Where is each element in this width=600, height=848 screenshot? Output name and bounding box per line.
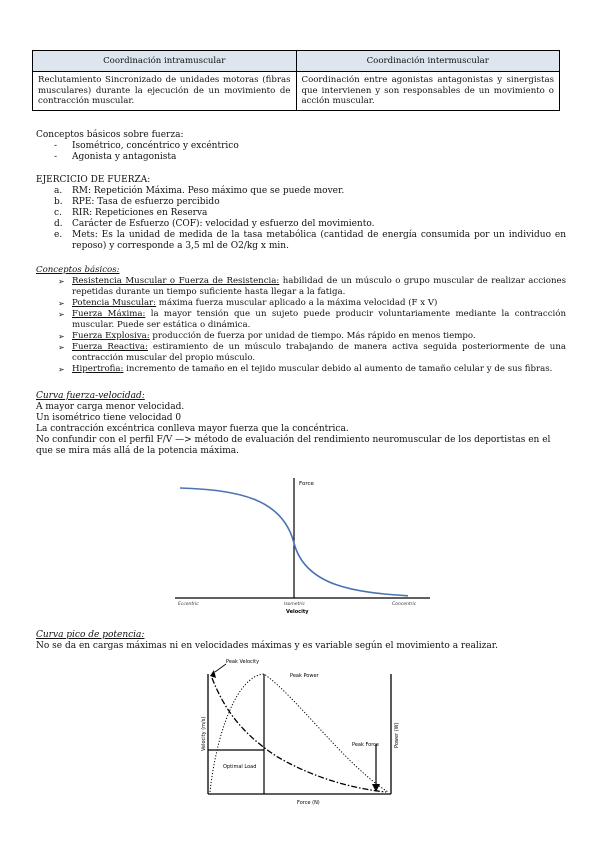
definition: producción de fuerza por unidad de tiempo. Más rápido en menos tiempo.	[149, 331, 476, 341]
conceptos-basicos-title: Conceptos básicos:	[36, 265, 120, 275]
list-marker: d.	[54, 219, 63, 229]
curva-fv-title: Curva fuerza-velocidad:	[36, 391, 145, 401]
curva-fv-line: No confundir con el perfil F/V —> método de evaluación del rendimiento neuromuscular de los deportistas en el que se mira más allá de la potencia máxima.	[36, 435, 551, 456]
power-curve	[210, 674, 388, 792]
peak-power-label: Peak Power	[290, 673, 319, 679]
peak-velocity-pointer	[215, 664, 226, 672]
list-item-text: RIR: Repeticiones en Reserva	[72, 208, 208, 218]
list-marker: e.	[54, 230, 63, 240]
section-conceptos-fuerza	[36, 130, 566, 163]
section-conceptos-basicos	[36, 265, 566, 375]
list-item-text: Isométrico, concéntrico y excéntrico	[72, 141, 239, 151]
list-item-text: Carácter de Esfuerzo (COF): velocidad y esfuerzo del movimiento.	[72, 219, 375, 229]
y-left-label: Velocity (m/s)	[201, 716, 207, 751]
list-item: ➢ Potencia Muscular: máxima fuerza muscular aplicado a la máxima velocidad (F x V)	[58, 298, 438, 308]
x-tick-label: Concentric	[392, 602, 417, 607]
table-header-inter: Coordinación intermuscular	[296, 51, 560, 72]
list-marker: c.	[54, 208, 62, 218]
curva-fv-line: Un isométrico tiene velocidad 0	[36, 413, 182, 423]
term: Hipertrofia:	[72, 364, 124, 374]
list-item: ➢ Hipertrofia: incremento de tamaño en el tejido muscular debido al aumento de tamaño celular y de sus fibras.	[58, 364, 553, 374]
curva-fv-line: A mayor carga menor velocidad.	[36, 402, 185, 412]
term: Fuerza Explosiva:	[72, 331, 150, 341]
list-marker: a.	[54, 186, 63, 196]
list-item: ➢ Fuerza Máxima: la mayor tensión que un sujeto puede producir voluntariamente mediante la contracción muscular. Puede ser estática o dinámica.	[58, 309, 566, 330]
section-ejercicio	[36, 175, 566, 252]
y-right-label: Power (W)	[394, 722, 400, 748]
term: Fuerza Reactiva:	[72, 342, 148, 352]
list-item-text: RM: Repetición Máxima. Peso máximo que se puede mover.	[72, 186, 345, 196]
definition: estiramiento de un músculo trabajando de manera activa seguida posteriormente de una contracción muscular del propio músculo.	[72, 342, 566, 363]
list-item-text: RPE: Tasa de esfuerzo percibido	[72, 197, 220, 207]
list-item	[36, 197, 566, 208]
definition: incremento de tamaño en el tejido muscular debido al aumento de tamaño celular y de sus fibras.	[123, 364, 553, 374]
term: Fuerza Máxima:	[72, 309, 146, 319]
list-item: ➢ Resistencia Muscular o Fuerza de Resistencia: habilidad de un músculo o grupo muscular de realizar acciones repetidas durante un tiempo suficiente hasta llegar a la fatiga.	[58, 276, 566, 297]
coordination-table	[32, 50, 560, 111]
list-item: - Agonista y antagonista	[54, 152, 177, 162]
list-marker: b.	[54, 197, 63, 207]
list-item-text: Mets: Es la unidad de medida de la tasa metabólica (cantidad de energía consumida por un individuo en reposo) y corresponde a 3,5 ml de O2/kg x min.	[72, 230, 566, 251]
definition: máxima fuerza muscular aplicado a la máxima velocidad (F x V)	[156, 298, 438, 308]
ejercicio-title: EJERCICIO DE FUERZA:	[36, 175, 151, 185]
list-item	[36, 208, 566, 219]
definition: habilidad de un músculo o grupo muscular de realizar acciones repetidas durante un tiempo suficiente hasta llegar a la fatiga.	[72, 276, 566, 297]
section-curva-potencia	[36, 630, 566, 652]
curva-potencia-text: No se da en cargas máximas ni en velocidades máximas y es variable según el movimiento a realizar.	[36, 641, 498, 651]
list-item-text: Agonista y antagonista	[72, 152, 177, 162]
list-item: ➢ Fuerza Reactiva: estiramiento de un músculo trabajando de manera activa seguida posteriormente de una contracción muscular del propio músculo.	[58, 342, 566, 363]
table-cell-inter: Coordinación entre agonistas antagonistas y sinergistas que intervienen y son responsables de un movimiento o acción muscular.	[296, 72, 560, 111]
section-curva-fv	[36, 391, 566, 457]
conceptos-fuerza-title: Conceptos básicos sobre fuerza:	[36, 130, 184, 140]
peak-velocity-label: Peak Velocity	[226, 659, 260, 665]
optimal-load-label: Optimal Load	[223, 764, 257, 770]
list-item: ➢ Fuerza Explosiva: producción de fuerza por unidad de tiempo. Más rápido en menos tiempo.	[58, 331, 476, 341]
term: Resistencia Muscular o Fuerza de Resistencia:	[72, 276, 280, 286]
force-velocity-chart	[170, 468, 435, 626]
curva-potencia-title: Curva pico de potencia:	[36, 630, 145, 640]
list-item	[36, 230, 566, 252]
table-cell-intra: Reclutamiento Sincronizado de unidades motoras (fibras musculares) durante la ejecución de un movimiento de contracción muscular.	[33, 72, 297, 111]
definition: la mayor tensión que un sujeto puede producir voluntariamente mediante la contracción muscular. Puede ser estática o dinámica.	[72, 309, 566, 330]
peak-power-chart	[196, 656, 412, 806]
list-item	[36, 186, 566, 197]
x-axis-label: Velocity	[286, 609, 309, 615]
list-item	[36, 219, 566, 230]
x-tick-label: Isometric	[284, 602, 305, 607]
peak-force-label: Peak Force	[352, 742, 379, 748]
list-item: - Isométrico, concéntrico y excéntrico	[54, 141, 239, 151]
term: Potencia Muscular:	[72, 298, 157, 308]
x-axis-label: Force (N)	[297, 800, 320, 806]
table-header-intra: Coordinación intramuscular	[33, 51, 297, 72]
curva-fv-line: La contracción excéntrica conlleva mayor fuerza que la concéntrica.	[36, 424, 349, 434]
y-axis-label: Force	[299, 481, 314, 487]
x-tick-label: Eccentric	[178, 602, 199, 607]
velocity-curve	[212, 678, 386, 792]
peak-velocity-arrowhead	[210, 670, 216, 678]
